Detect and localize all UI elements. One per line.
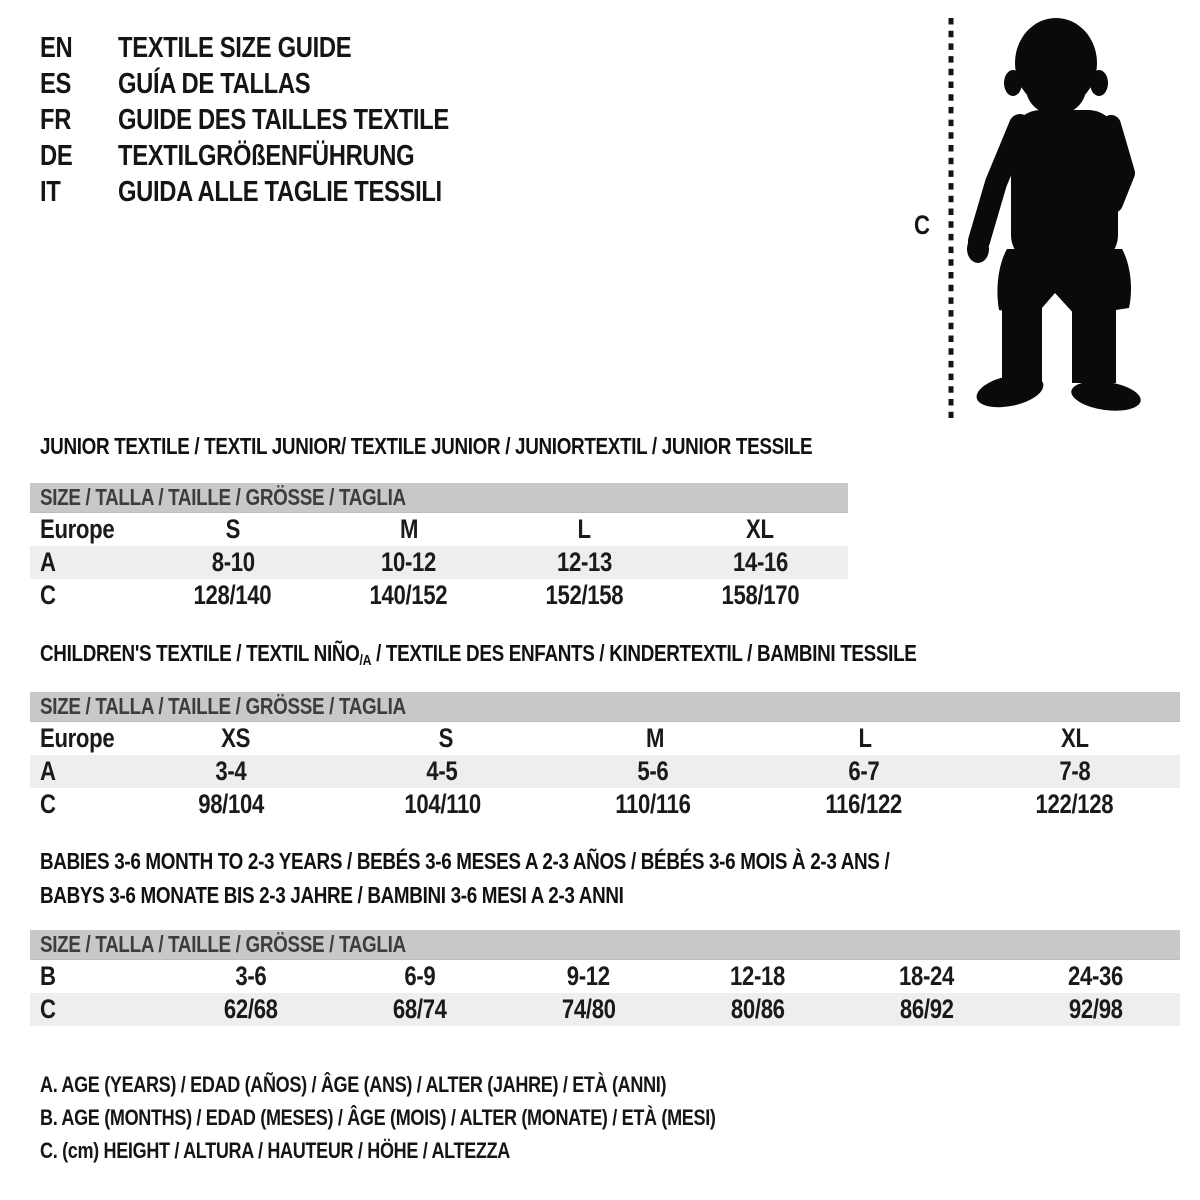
height-cell: 74/80 xyxy=(561,994,616,1024)
size-cell: M xyxy=(646,723,665,753)
height-cell: 68/74 xyxy=(392,994,447,1024)
table-row xyxy=(30,788,1180,821)
toddler-silhouette-image xyxy=(963,13,1141,425)
row-label: A xyxy=(40,547,56,577)
height-cell: 86/92 xyxy=(899,994,954,1024)
age-cell: 12-13 xyxy=(556,547,612,577)
children-size-header-bar: SIZE / TALLA / TAILLE / GRÖSSE / TAGLIA xyxy=(30,692,1180,722)
babies-size-table xyxy=(30,930,1180,1026)
row-label: A xyxy=(40,756,56,786)
table-row xyxy=(30,546,848,579)
children-section-title: CHILDREN'S TEXTILE / TEXTIL $NIÑO_{/A}$ / TEXTILE DES ENFANTS / KINDERTEXTIL / BAMBINI TESSILE xyxy=(40,640,917,669)
height-cell: 80/86 xyxy=(730,994,785,1024)
children-size-table xyxy=(30,692,1180,821)
height-cell: 104/110 xyxy=(403,789,481,819)
row-label: Europe xyxy=(40,514,115,544)
age-cell: 4-5 xyxy=(426,756,458,786)
babies-section-title-line2: BABYS 3-6 MONATE BIS 2-3 JAHRE / BAMBINI 3-6 MESI A 2-3 ANNI xyxy=(40,882,624,908)
table-row xyxy=(30,960,1180,993)
lang-code-es: ES xyxy=(40,67,72,100)
months-cell: 6-9 xyxy=(403,961,436,991)
months-cell: 18-24 xyxy=(899,961,954,991)
junior-size-table xyxy=(30,483,848,612)
nino-a-subscript: /A xyxy=(359,652,372,669)
babies-size-header-bar: SIZE / TALLA / TAILLE / GRÖSSE / TAGLIA xyxy=(30,930,1180,960)
age-cell: 7-8 xyxy=(1059,756,1091,786)
age-cell: 8-10 xyxy=(211,547,255,577)
height-cell: 140/152 xyxy=(369,580,448,610)
guide-title-it: GUIDA ALLE TAGLIE TESSILI xyxy=(118,175,442,208)
row-label: C xyxy=(40,994,56,1024)
height-measure-dotted-line xyxy=(946,18,956,418)
size-cell: XL xyxy=(1061,723,1089,753)
size-cell: XL xyxy=(746,514,774,544)
height-cell: 110/116 xyxy=(615,789,691,819)
height-cell: 122/128 xyxy=(1035,789,1114,819)
legend-line-b: B. AGE (MONTHS) / EDAD (MESES) / ÂGE (MOIS) / ALTER (MONATE) / ETÀ (MESI) xyxy=(40,1104,716,1130)
height-measure-label: C xyxy=(914,210,930,240)
height-cell: 128/140 xyxy=(194,580,272,610)
legend-line-c: C. (cm) HEIGHT / ALTURA / HAUTEUR / HÖHE / ALTEZZA xyxy=(40,1137,511,1163)
height-cell: 92/98 xyxy=(1068,994,1123,1024)
lang-row-fr xyxy=(40,102,522,138)
months-cell: 12-18 xyxy=(730,961,785,991)
row-label: C xyxy=(40,580,56,610)
height-cell: 158/170 xyxy=(721,580,799,610)
size-cell: XS xyxy=(221,723,251,753)
language-title-block xyxy=(40,30,522,210)
babies-section-title-line1: BABIES 3-6 MONTH TO 2-3 YEARS / BEBÉS 3-6 MESES A 2-3 AÑOS / BÉBÉS 3-6 MOIS À 2-3 ANS / xyxy=(40,848,890,874)
height-cell: 98/104 xyxy=(198,789,265,819)
guide-title-en: TEXTILE SIZE GUIDE xyxy=(118,31,352,64)
lang-row-de xyxy=(40,138,522,174)
age-cell: 14-16 xyxy=(732,547,788,577)
age-cell: 3-4 xyxy=(215,756,247,786)
size-cell: S xyxy=(225,514,241,544)
lang-row-es xyxy=(40,66,522,102)
months-cell: 3-6 xyxy=(234,961,267,991)
age-cell: 10-12 xyxy=(381,547,437,577)
legend-line-a: A. AGE (YEARS) / EDAD (AÑOS) / ÂGE (ANS) / ALTER (JAHRE) / ETÀ (ANNI) xyxy=(40,1071,667,1097)
height-cell: 152/158 xyxy=(545,580,624,610)
lang-code-de: DE xyxy=(40,139,73,172)
size-cell: M xyxy=(399,514,418,544)
guide-title-es: GUÍA DE TALLAS xyxy=(118,67,311,100)
table-row xyxy=(30,579,848,612)
size-cell: L xyxy=(858,723,872,753)
lang-row-en xyxy=(40,30,522,66)
height-cell: 116/122 xyxy=(825,789,903,819)
table-row xyxy=(30,513,848,546)
height-cell: 62/68 xyxy=(223,994,278,1024)
guide-title-fr: GUIDE DES TAILLES TEXTILE xyxy=(118,103,449,136)
table-row xyxy=(30,993,1180,1026)
row-label: C xyxy=(40,789,56,819)
junior-size-header-bar: SIZE / TALLA / TAILLE / GRÖSSE / TAGLIA xyxy=(30,483,848,513)
lang-row-it xyxy=(40,174,522,210)
age-cell: 6-7 xyxy=(848,756,880,786)
size-cell: L xyxy=(577,514,591,544)
age-cell: 5-6 xyxy=(637,756,669,786)
lang-code-fr: FR xyxy=(40,103,72,136)
table-row xyxy=(30,722,1180,755)
table-row xyxy=(30,755,1180,788)
size-cell: S xyxy=(438,723,453,753)
row-label: Europe xyxy=(40,723,115,753)
guide-title-de: TEXTILGRÖßENFÜHRUNG xyxy=(118,139,415,172)
lang-code-en: EN xyxy=(40,31,73,64)
junior-section-title: JUNIOR TEXTILE / TEXTIL JUNIOR/ TEXTILE JUNIOR / JUNIORTEXTIL / JUNIOR TESSILE xyxy=(40,433,813,459)
months-cell: 9-12 xyxy=(566,961,610,991)
months-cell: 24-36 xyxy=(1068,961,1123,991)
legend-block xyxy=(40,1068,864,1167)
row-label: B xyxy=(40,961,56,991)
lang-code-it: IT xyxy=(40,175,61,208)
